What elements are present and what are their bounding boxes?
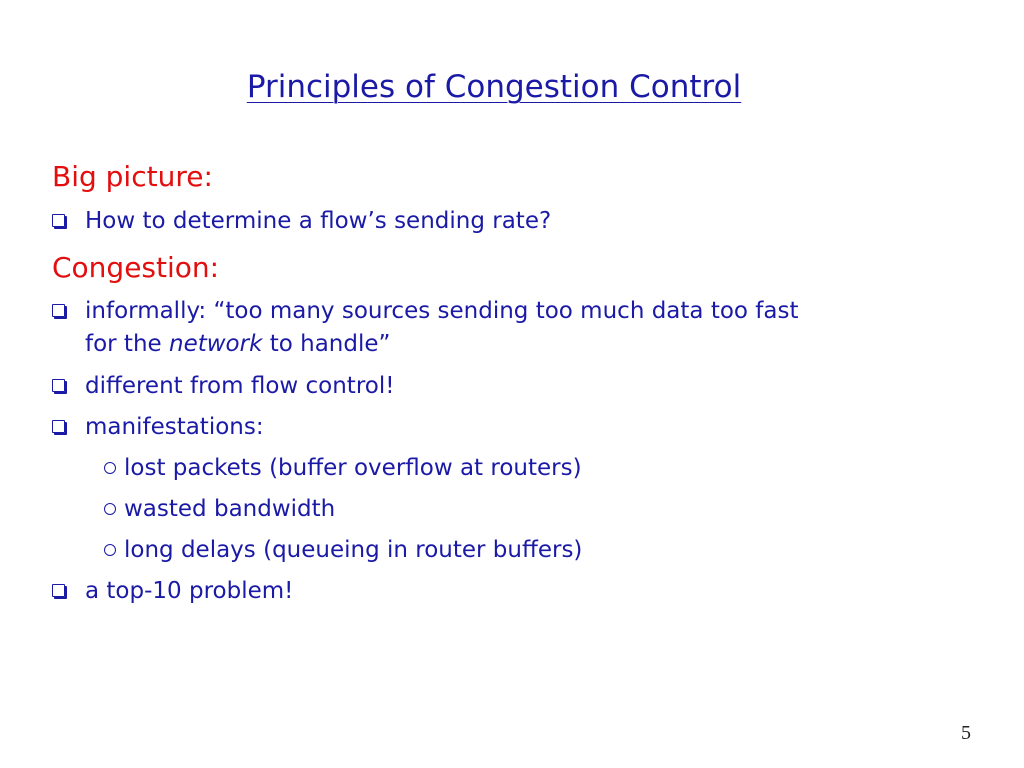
sub-bullet-lost-packets-text: lost packets (buffer overflow at routers) bbox=[124, 455, 582, 481]
bullet-flow-control bbox=[52, 370, 394, 403]
square-bullet-icon bbox=[52, 584, 65, 597]
sub-bullet-lost-packets bbox=[104, 452, 582, 485]
bullet-informally-text bbox=[85, 295, 798, 361]
bullet-sending-rate bbox=[52, 205, 551, 238]
square-bullet-icon bbox=[52, 214, 65, 227]
circle-bullet-icon bbox=[104, 544, 116, 556]
sub-bullet-long-delays-text: long delays (queueing in router buffers) bbox=[124, 537, 583, 563]
square-bullet-icon bbox=[52, 304, 65, 317]
page-number: 5 bbox=[961, 722, 971, 744]
bullet-top10-text: a top-10 problem! bbox=[85, 578, 294, 604]
informally-line2-end: to handle” bbox=[262, 331, 391, 357]
sub-bullet-wasted-bandwidth-text: wasted bandwidth bbox=[124, 496, 336, 522]
congestion-heading: Congestion: bbox=[52, 251, 220, 284]
square-bullet-icon bbox=[52, 379, 65, 392]
square-bullet-icon bbox=[52, 420, 65, 433]
sub-bullet-wasted-bandwidth bbox=[104, 493, 335, 526]
bullet-manifestations bbox=[52, 411, 264, 444]
bullet-informally bbox=[52, 295, 798, 361]
bullet-sending-rate-text: How to determine a flow’s sending rate? bbox=[85, 208, 552, 234]
circle-bullet-icon bbox=[104, 503, 116, 515]
bullet-top10 bbox=[52, 575, 293, 608]
informally-line1: informally: “too many sources sending too much data too fast bbox=[85, 298, 799, 324]
bullet-manifestations-text: manifestations: bbox=[85, 414, 264, 440]
slide-title: Principles of Congestion Control bbox=[246, 69, 742, 105]
big-picture-heading: Big picture: bbox=[52, 160, 213, 193]
sub-bullet-long-delays bbox=[104, 534, 582, 567]
informally-line2-start: for the bbox=[85, 331, 169, 357]
circle-bullet-icon bbox=[104, 462, 116, 474]
bullet-flow-control-text: different from flow control! bbox=[85, 373, 395, 399]
informally-network-italic: network bbox=[169, 331, 263, 357]
